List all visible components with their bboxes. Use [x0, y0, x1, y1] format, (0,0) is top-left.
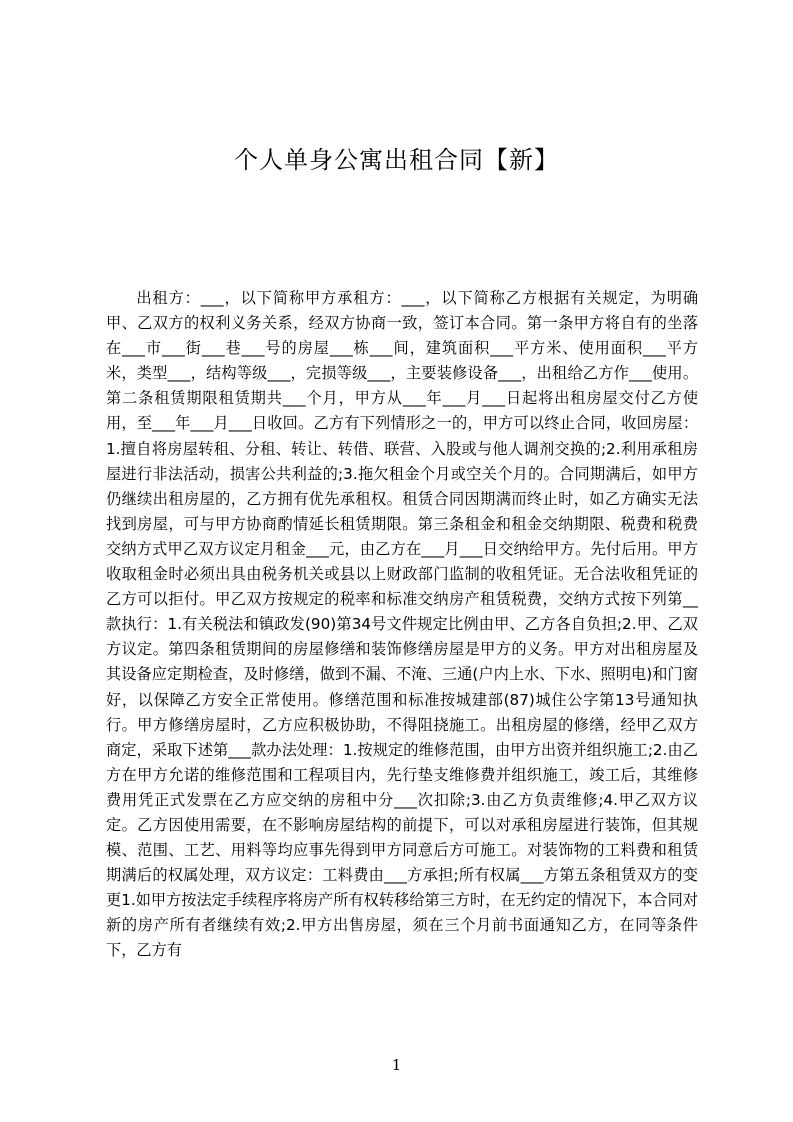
document-body-text: 出租方：___，以下简称甲方承租方：___，以下简称乙方根据有关规定，为明确甲、乙双方的权利义务关系，经双方协商一致，签订本合同。第一条甲方将自有的坐落在___市___街___巷___号的房屋___栋___间，建筑面积___平方米、使用面积___平方米，类型___，结构等级___，完损等级___，主要装修设备___，出租给乙方作___使用。第二条租赁期限租赁期共___个月，甲方从___年___月___日起将出租房屋交付乙方使用，至___年___月___日收回。乙方有下列情形之一的，甲方可以终止合同，收回房屋：1.擅自将房屋转租、分租、转让、转借、联营、入股或与他人调剂交换的;2.利用承租房屋进行非法活动，损害公共利益的;3.拖欠租金个月或空关个月的。合同期满后，如甲方仍继续出租房屋的，乙方拥有优先承租权。租赁合同因期满而终止时，如乙方确实无法找到房屋，可与甲方协商酌情延长租赁期限。第三条租金和租金交纳期限、税费和税费交纳方式甲乙双方议定月租金___元，由乙方在___月___日交纳给甲方。先付后用。甲方收取租金时必须出具由税务机关或县以上财政部门监制的收租凭证。无合法收租凭证的乙方可以拒付。甲乙双方按规定的税率和标准交纳房产租赁税费，交纳方式按下列第__款执行：1.有关税法和镇政发(90)第34号文件规定比例由甲、乙方各自负担;2.甲、乙双方议定。第四条租赁期间的房屋修缮和装饰修缮房屋是甲方的义务。甲方对出租房屋及其设备应定期检查，及时修缮，做到不漏、不淹、三通(户内上水、下水、照明电)和门窗好，以保障乙方安全正常使用。修缮范围和标准按城建部(87)城住公字第13号通知执行。甲方修缮房屋时，乙方应积极协助，不得阻挠施工。出租房屋的修缮，经甲乙双方商定，采取下述第___款办法处理：1.按规定的维修范围，由甲方出资并组织施工;2.由乙方在甲方允诺的维修范围和工程项目内，先行垫支维修费并组织施工，竣工后，其维修费用凭正式发票在乙方应交纳的房租中分___次扣除;3.由乙方负责维修;4.甲乙双方议定。乙方因使用需要，在不影响房屋结构的前提下，可以对承租房屋进行装饰，但其规模、范围、工艺、用料等均应事先得到甲方同意后方可施工。对装饰物的工料费和租赁期满后的权属处理，双方议定：工料费由___方承担;所有权属___方第五条租赁双方的变更1.如甲方按法定手续程序将房产所有权转移给第三方时，在无约定的情况下，本合同对新的房产所有者继续有效;2.甲方出售房屋，须在三个月前书面通知乙方，在同等条件下，乙方有: [106, 289, 698, 960]
document-title: 个人单身公寓出租合同【新】: [234, 146, 559, 174]
page-number: 1: [391, 1056, 402, 1074]
